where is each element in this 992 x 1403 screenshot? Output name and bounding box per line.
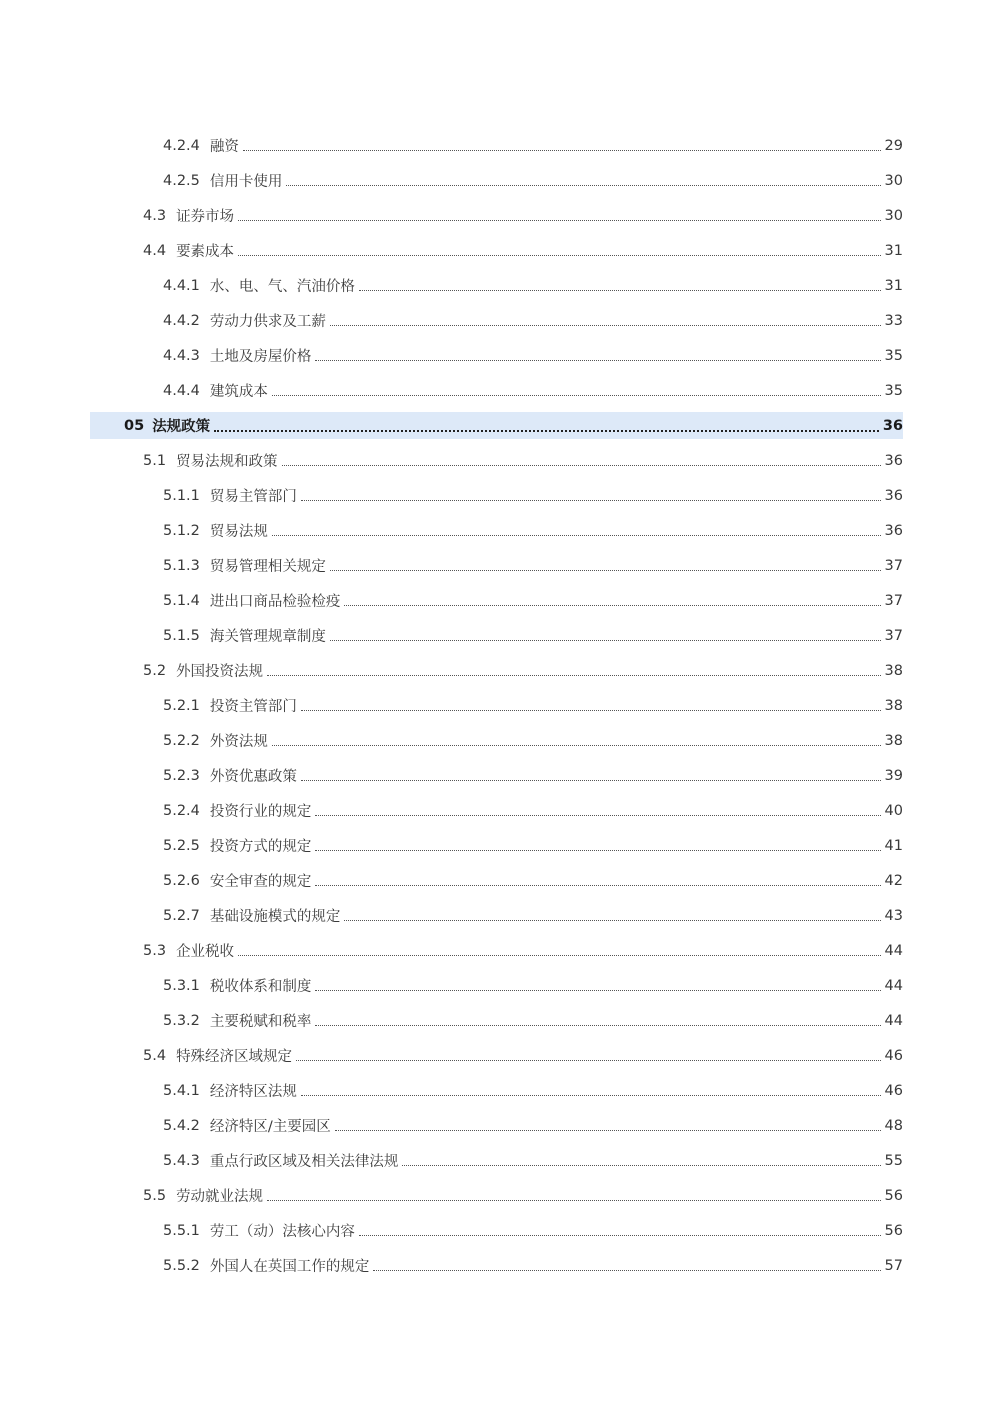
dot-leader (359, 290, 881, 291)
toc-entry-page-number: 31 (884, 242, 903, 259)
toc-entry-page-number: 46 (884, 1082, 903, 1099)
toc-entry[interactable] (90, 1108, 903, 1143)
table-of-contents (90, 128, 903, 1283)
dot-leader (267, 1200, 880, 1201)
toc-entry[interactable] (90, 653, 903, 688)
dot-leader (373, 1270, 880, 1271)
toc-entry-number: 4.4.1 (163, 277, 200, 294)
toc-entry-number: 5.1.5 (163, 627, 200, 644)
toc-entry-title: 外资优惠政策 (209, 769, 297, 785)
toc-entry[interactable] (90, 1073, 903, 1108)
toc-entry-title: 外国投资法规 (176, 664, 264, 680)
toc-entry-number: 4.2.4 (163, 137, 200, 154)
toc-entry[interactable] (90, 583, 903, 618)
toc-entry-number: 5.2.6 (163, 872, 200, 889)
toc-entry-number: 5.5 (143, 1187, 167, 1204)
toc-entry-title: 特殊经济区域规定 (176, 1049, 293, 1065)
toc-entry[interactable] (90, 548, 903, 583)
toc-entry[interactable] (90, 198, 903, 233)
toc-entry-number: 4.4 (143, 242, 167, 259)
dot-leader (267, 675, 880, 676)
toc-entry-title: 主要税赋和税率 (209, 1014, 312, 1030)
toc-entry-page-number: 38 (884, 662, 903, 679)
toc-entry-number: 5.4 (143, 1047, 167, 1064)
dot-leader (272, 745, 881, 746)
toc-entry[interactable] (90, 863, 903, 898)
toc-entry-page-number: 35 (884, 347, 903, 364)
toc-entry-page-number: 55 (884, 1152, 903, 1169)
toc-entry-number: 5.3.2 (163, 1012, 200, 1029)
toc-entry-page-number: 36 (884, 522, 903, 539)
toc-entry[interactable] (90, 338, 903, 373)
toc-entry-page-number: 44 (884, 1012, 903, 1029)
toc-entry-number: 5.2 (143, 662, 167, 679)
dot-leader (335, 1130, 881, 1131)
toc-entry[interactable] (90, 1213, 903, 1248)
toc-entry-title: 贸易主管部门 (209, 489, 297, 505)
toc-entry-title: 贸易管理相关规定 (209, 559, 326, 575)
toc-entry-number: 5.1 (143, 452, 167, 469)
toc-entry-page-number: 41 (884, 837, 903, 854)
toc-entry-title: 投资主管部门 (209, 699, 297, 715)
toc-entry-title: 经济特区/主要园区 (209, 1119, 331, 1135)
toc-entry-title: 信用卡使用 (209, 174, 283, 190)
toc-chapter-entry[interactable] (90, 412, 903, 439)
dot-leader (315, 815, 880, 816)
toc-entry[interactable] (90, 513, 903, 548)
toc-entry-number: 5.4.3 (163, 1152, 200, 1169)
toc-entry[interactable] (90, 233, 903, 268)
toc-entry-number: 05 (124, 417, 145, 434)
dot-leader (315, 885, 880, 886)
dot-leader (301, 1095, 881, 1096)
toc-entry-title: 基础设施模式的规定 (209, 909, 341, 925)
toc-entry[interactable] (90, 828, 903, 863)
toc-entry[interactable] (90, 128, 903, 163)
toc-entry-number: 5.2.5 (163, 837, 200, 854)
toc-entry[interactable] (90, 618, 903, 653)
toc-entry-number: 5.4.2 (163, 1117, 200, 1134)
dot-leader (243, 150, 881, 151)
toc-entry-title: 外国人在英国工作的规定 (209, 1259, 370, 1275)
toc-entry-number: 5.2.7 (163, 907, 200, 924)
toc-entry-title: 建筑成本 (209, 384, 268, 400)
toc-entry-number: 5.3.1 (163, 977, 200, 994)
toc-entry[interactable] (90, 1038, 903, 1073)
toc-entry-title: 证券市场 (176, 209, 235, 225)
toc-entry-title: 劳动力供求及工薪 (209, 314, 326, 330)
toc-entry-page-number: 56 (884, 1187, 903, 1204)
dot-leader (296, 1060, 880, 1061)
dot-leader (272, 535, 881, 536)
dot-leader (238, 955, 880, 956)
toc-entry-title: 法规政策 (152, 419, 211, 435)
dot-leader (330, 570, 881, 571)
dot-leader (238, 255, 880, 256)
dot-leader (301, 780, 881, 781)
toc-entry-page-number: 36 (884, 487, 903, 504)
toc-entry[interactable] (90, 373, 903, 408)
toc-entry[interactable] (90, 898, 903, 933)
toc-entry-number: 4.4.2 (163, 312, 200, 329)
toc-entry-page-number: 38 (884, 732, 903, 749)
toc-entry-number: 4.2.5 (163, 172, 200, 189)
toc-entry-title: 进出口商品检验检疫 (209, 594, 341, 610)
dot-leader (330, 325, 881, 326)
dot-leader (272, 395, 881, 396)
toc-entry[interactable] (90, 758, 903, 793)
toc-entry-title: 要素成本 (176, 244, 235, 260)
toc-entry-number: 5.3 (143, 942, 167, 959)
dot-leader (282, 465, 881, 466)
dot-leader (301, 710, 881, 711)
toc-entry-number: 5.4.1 (163, 1082, 200, 1099)
toc-entry-page-number: 39 (884, 767, 903, 784)
toc-entry-page-number: 37 (884, 557, 903, 574)
dot-leader (344, 605, 880, 606)
toc-entry-title: 贸易法规 (209, 524, 268, 540)
dot-leader (402, 1165, 880, 1166)
toc-entry-page-number: 38 (884, 697, 903, 714)
toc-entry-number: 5.1.3 (163, 557, 200, 574)
toc-entry-title: 安全审查的规定 (209, 874, 312, 890)
toc-entry-title: 重点行政区域及相关法律法规 (209, 1154, 399, 1170)
dot-leader (315, 360, 880, 361)
toc-entry[interactable] (90, 163, 903, 198)
toc-entry-number: 5.2.4 (163, 802, 200, 819)
toc-entry-title: 水、电、气、汽油价格 (209, 279, 355, 295)
toc-entry-title: 融资 (209, 139, 239, 155)
toc-entry-number: 4.4.4 (163, 382, 200, 399)
toc-entry-page-number: 44 (884, 977, 903, 994)
toc-entry-page-number: 30 (884, 172, 903, 189)
toc-entry[interactable] (90, 968, 903, 1003)
toc-entry-page-number: 42 (884, 872, 903, 889)
toc-entry-title: 土地及房屋价格 (209, 349, 312, 365)
toc-entry[interactable] (90, 1248, 903, 1283)
toc-entry[interactable] (90, 1178, 903, 1213)
toc-entry[interactable] (90, 478, 903, 513)
toc-entry-title: 贸易法规和政策 (176, 454, 278, 470)
toc-entry[interactable] (90, 933, 903, 968)
toc-entry-title: 劳工（动）法核心内容 (209, 1224, 355, 1240)
toc-entry-title: 税收体系和制度 (209, 979, 312, 995)
toc-entry-number: 4.4.3 (163, 347, 200, 364)
toc-entry-page-number: 56 (884, 1222, 903, 1239)
dot-leader (301, 500, 881, 501)
dot-leader (286, 185, 880, 186)
toc-entry-title: 海关管理规章制度 (209, 629, 326, 645)
dot-leader (238, 220, 880, 221)
toc-entry-number: 5.1.2 (163, 522, 200, 539)
toc-entry-page-number: 29 (884, 137, 903, 154)
dot-leader (359, 1235, 881, 1236)
toc-entry-page-number: 43 (884, 907, 903, 924)
toc-entry-number: 5.2.3 (163, 767, 200, 784)
toc-entry-number: 5.1.4 (163, 592, 200, 609)
toc-entry[interactable] (90, 268, 903, 303)
toc-entry[interactable] (90, 723, 903, 758)
toc-entry-title: 劳动就业法规 (176, 1189, 264, 1205)
toc-entry-title: 外资法规 (209, 734, 268, 750)
toc-entry-page-number: 31 (884, 277, 903, 294)
dot-leader (315, 850, 880, 851)
toc-entry[interactable] (90, 303, 903, 338)
toc-entry-title: 经济特区法规 (209, 1084, 297, 1100)
toc-entry-number: 5.5.1 (163, 1222, 200, 1239)
toc-entry-page-number: 37 (884, 627, 903, 644)
dot-leader (315, 1025, 880, 1026)
toc-entry-page-number: 44 (884, 942, 903, 959)
toc-entry-number: 5.1.1 (163, 487, 200, 504)
dot-leader (344, 920, 880, 921)
dot-leader (214, 430, 879, 432)
toc-entry-page-number: 33 (884, 312, 903, 329)
toc-entry-title: 企业税收 (176, 944, 235, 960)
toc-entry-page-number: 48 (884, 1117, 903, 1134)
toc-entry-title: 投资方式的规定 (209, 839, 312, 855)
toc-entry-page-number: 40 (884, 802, 903, 819)
dot-leader (330, 640, 881, 641)
toc-entry-page-number: 36 (882, 417, 903, 434)
toc-entry-page-number: 30 (884, 207, 903, 224)
toc-entry-page-number: 57 (884, 1257, 903, 1274)
toc-entry-number: 4.3 (143, 207, 167, 224)
toc-entry-page-number: 37 (884, 592, 903, 609)
toc-entry-number: 5.5.2 (163, 1257, 200, 1274)
toc-entry[interactable] (90, 1003, 903, 1038)
toc-entry[interactable] (90, 793, 903, 828)
toc-entry[interactable] (90, 443, 903, 478)
toc-entry[interactable] (90, 1143, 903, 1178)
toc-entry-page-number: 35 (884, 382, 903, 399)
toc-entry-page-number: 36 (884, 452, 903, 469)
toc-entry-number: 5.2.2 (163, 732, 200, 749)
dot-leader (315, 990, 880, 991)
toc-entry-number: 5.2.1 (163, 697, 200, 714)
toc-entry[interactable] (90, 688, 903, 723)
toc-entry-title: 投资行业的规定 (209, 804, 312, 820)
toc-entry-page-number: 46 (884, 1047, 903, 1064)
